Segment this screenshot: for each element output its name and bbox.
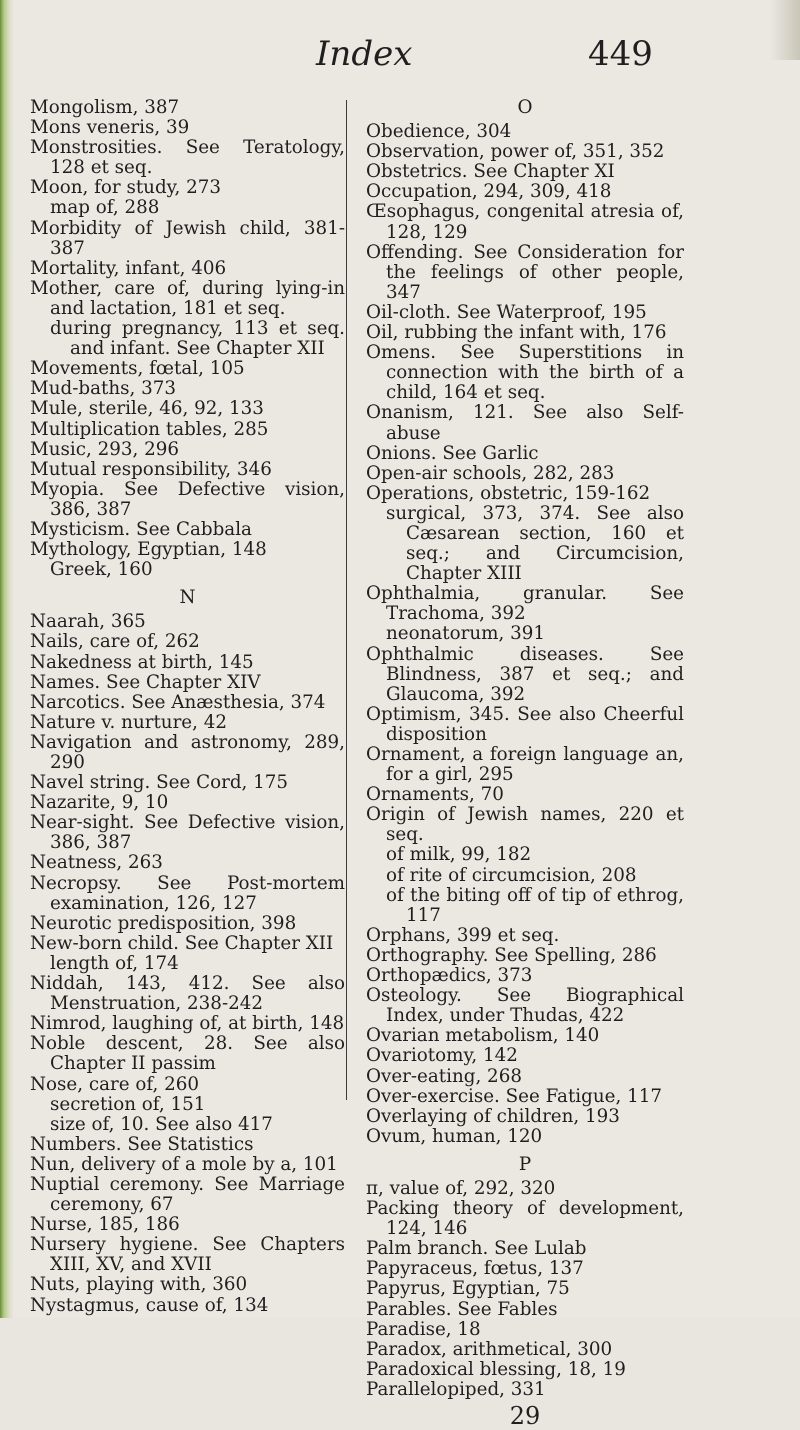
section-letter-n: N bbox=[179, 587, 196, 609]
index-entry: Narcotics. See Anæsthesia, 374 bbox=[30, 691, 326, 713]
index-entry: Nuptial ceremony. See Marriage ceremony, 67 bbox=[30, 1173, 345, 1216]
index-entry: Packing theory of development, 124, 146 bbox=[366, 1198, 684, 1240]
index-entry: Orphans, 399 et seq. bbox=[366, 924, 560, 946]
index-entry: Near-sight. See Defective vision, 386, 387 bbox=[30, 812, 345, 854]
index-entry: Mysticism. See Cabbala bbox=[30, 518, 252, 540]
index-entry: Oil-cloth. See Waterproof, 195 bbox=[366, 301, 647, 323]
running-title: Index bbox=[316, 34, 413, 74]
index-entry: Ophthalmia, granular. See Trachoma, 392 bbox=[366, 583, 684, 625]
index-subentry: of the biting off of tip of ethrog, 117 bbox=[386, 884, 684, 926]
index-entry: Paradoxical blessing, 18, 19 bbox=[366, 1358, 626, 1380]
section-letter-o: O bbox=[517, 97, 533, 118]
index-entry: Navel string. See Cord, 175 bbox=[30, 772, 289, 794]
index-entry: Papyrus, Egyptian, 75 bbox=[366, 1278, 570, 1300]
index-entry: Occupation, 294, 309, 418 bbox=[366, 181, 612, 203]
index-entry: Paradise, 18 bbox=[366, 1318, 481, 1340]
index-entry: Orthopædics, 373 bbox=[366, 965, 533, 987]
index-entry: π, value of, 292, 320 bbox=[366, 1177, 556, 1199]
index-entry: Navigation and astronomy, 289, 290 bbox=[30, 731, 345, 773]
index-subentry: neonatorum, 391 bbox=[386, 623, 545, 645]
column-divider bbox=[346, 100, 347, 1100]
index-entry: Operations, obstetric, 159-162 bbox=[366, 482, 651, 504]
index-entry: Mortality, infant, 406 bbox=[30, 257, 227, 279]
index-entry: Nuts, playing with, 360 bbox=[30, 1274, 248, 1296]
index-entry: Nurse, 185, 186 bbox=[30, 1214, 180, 1236]
index-entry: Nakedness at birth, 145 bbox=[30, 651, 254, 673]
index-entry: Onanism, 121. See also Self-abuse bbox=[366, 402, 684, 444]
index-subentry: of rite of circumcision, 208 bbox=[386, 864, 637, 886]
index-entry: Movements, fœtal, 105 bbox=[30, 358, 245, 380]
index-entry: Nun, delivery of a mole by a, 101 bbox=[30, 1153, 338, 1175]
index-entry: Nazarite, 9, 10 bbox=[30, 792, 169, 814]
index-subentry: Greek, 160 bbox=[50, 559, 153, 581]
index-entry: Ovum, human, 120 bbox=[366, 1125, 543, 1147]
index-subentry: secretion of, 151 bbox=[50, 1093, 206, 1115]
index-entry: Palm branch. See Lulab bbox=[366, 1238, 587, 1260]
index-column-right bbox=[366, 97, 684, 1430]
index-entry: Parables. See Fables bbox=[366, 1298, 558, 1320]
index-entry: Over-eating, 268 bbox=[366, 1065, 522, 1087]
index-entry: Naarah, 365 bbox=[30, 611, 146, 633]
index-entry: Myopia. See Defective vision, 386, 387 bbox=[30, 478, 345, 520]
section-letter-p: P bbox=[518, 1153, 532, 1175]
index-entry: Mule, sterile, 46, 92, 133 bbox=[30, 398, 264, 420]
index-entry: Obstetrics. See Chapter XI bbox=[366, 161, 615, 183]
index-entry: Ovarian metabolism, 140 bbox=[366, 1025, 600, 1047]
index-entry: Music, 293, 296 bbox=[30, 438, 179, 460]
index-entry: Osteology. See Biographical Index, under Thudas, 422 bbox=[366, 985, 684, 1027]
index-entry: Monstrosities. See Teratology, 128 et seq. bbox=[30, 137, 345, 179]
index-subentry: size of, 10. See also 417 bbox=[50, 1113, 273, 1135]
index-entry: Mutual responsibility, 346 bbox=[30, 458, 272, 480]
index-entry: Paradox, arithmetical, 300 bbox=[366, 1338, 613, 1360]
index-entry: Over-exercise. See Fatigue, 117 bbox=[366, 1085, 662, 1107]
index-entry: Nose, care of, 260 bbox=[30, 1073, 199, 1095]
index-entry: Neurotic predisposition, 398 bbox=[30, 912, 297, 934]
page-gutter-shadow bbox=[0, 0, 14, 1318]
index-entry: New-born child. See Chapter XII bbox=[30, 932, 334, 954]
index-subentry: surgical, 373, 374. See also Cæsarean section, 160 et seq.; and Circumcision, Chapter XIII bbox=[386, 502, 684, 585]
index-entry: Mongolism, 387 bbox=[30, 97, 180, 118]
index-entry: Mons veneris, 39 bbox=[30, 117, 190, 139]
index-entry: Morbidity of Jewish child, 381-387 bbox=[30, 217, 345, 259]
index-entry: Overlaying of children, 193 bbox=[366, 1105, 620, 1127]
index-entry: Nystagmus, cause of, 134 bbox=[30, 1294, 269, 1316]
index-entry: Omens. See Superstitions in connection with the birth of a child, 164 et seq. bbox=[366, 342, 684, 404]
index-entry: Onions. See Garlic bbox=[366, 442, 539, 464]
index-entry: Mother, care of, during lying-in and lactation, 181 et seq. bbox=[30, 277, 345, 319]
index-entry: Ophthalmic diseases. See Blindness, 387 et seq.; and Glaucoma, 392 bbox=[366, 643, 684, 705]
index-entry: Parallelopiped, 331 bbox=[366, 1378, 546, 1400]
index-entry: Obedience, 304 bbox=[366, 121, 512, 143]
index-entry: Offending. See Consideration for the feelings of other people, 347 bbox=[366, 241, 684, 303]
index-entry: Noble descent, 28. See also Chapter II passim bbox=[30, 1033, 345, 1075]
index-entry: Observation, power of, 351, 352 bbox=[366, 141, 665, 163]
index-entry: Moon, for study, 273 bbox=[30, 177, 222, 199]
index-entry: Multiplication tables, 285 bbox=[30, 418, 269, 440]
index-entry: Nimrod, laughing of, at birth, 148 bbox=[30, 1013, 345, 1035]
index-entry: Œsophagus, congenital atresia of, 128, 129 bbox=[366, 201, 684, 243]
index-entry: Mythology, Egyptian, 148 bbox=[30, 539, 267, 561]
index-entry: Papyraceus, fœtus, 137 bbox=[366, 1258, 584, 1280]
index-entry: Oil, rubbing the infant with, 176 bbox=[366, 322, 667, 344]
index-subentry: of milk, 99, 182 bbox=[386, 844, 532, 866]
index-entry: Neatness, 263 bbox=[30, 852, 163, 874]
index-entry: Optimism, 345. See also Cheerful disposition bbox=[366, 703, 684, 745]
index-entry: Names. See Chapter XIV bbox=[30, 671, 261, 693]
page-number: 449 bbox=[588, 34, 653, 74]
index-entry: Ornament, a foreign language an, for a girl, 295 bbox=[366, 744, 684, 786]
index-entry: Nails, care of, 262 bbox=[30, 631, 200, 653]
index-entry: Ovariotomy, 142 bbox=[366, 1045, 518, 1067]
page-header bbox=[0, 30, 800, 80]
index-column-left bbox=[30, 98, 345, 1316]
index-entry: Origin of Jewish names, 220 et seq. bbox=[366, 804, 684, 846]
index-entry: Orthography. See Spelling, 286 bbox=[366, 944, 657, 966]
index-entry: Ornaments, 70 bbox=[366, 784, 504, 806]
index-entry: Nature v. nurture, 42 bbox=[30, 711, 228, 733]
signature-mark: 29 bbox=[509, 1402, 541, 1430]
index-entry: Nursery hygiene. See Chapters XIII, XV, and XVII bbox=[30, 1234, 345, 1276]
index-entry: Niddah, 143, 412. See also Menstruation, 238-242 bbox=[30, 973, 345, 1015]
index-entry: Mud-baths, 373 bbox=[30, 378, 176, 400]
index-entry: Open-air schools, 282, 283 bbox=[366, 462, 615, 484]
index-subentry: length of, 174 bbox=[50, 952, 179, 974]
index-subentry: during pregnancy, 113 et seq. and infant. See Chapter XII bbox=[50, 318, 345, 360]
index-subentry: map of, 288 bbox=[50, 197, 160, 219]
index-entry: Necropsy. See Post-mortem examination, 126, 127 bbox=[30, 872, 345, 914]
index-entry: Numbers. See Statistics bbox=[30, 1133, 254, 1155]
